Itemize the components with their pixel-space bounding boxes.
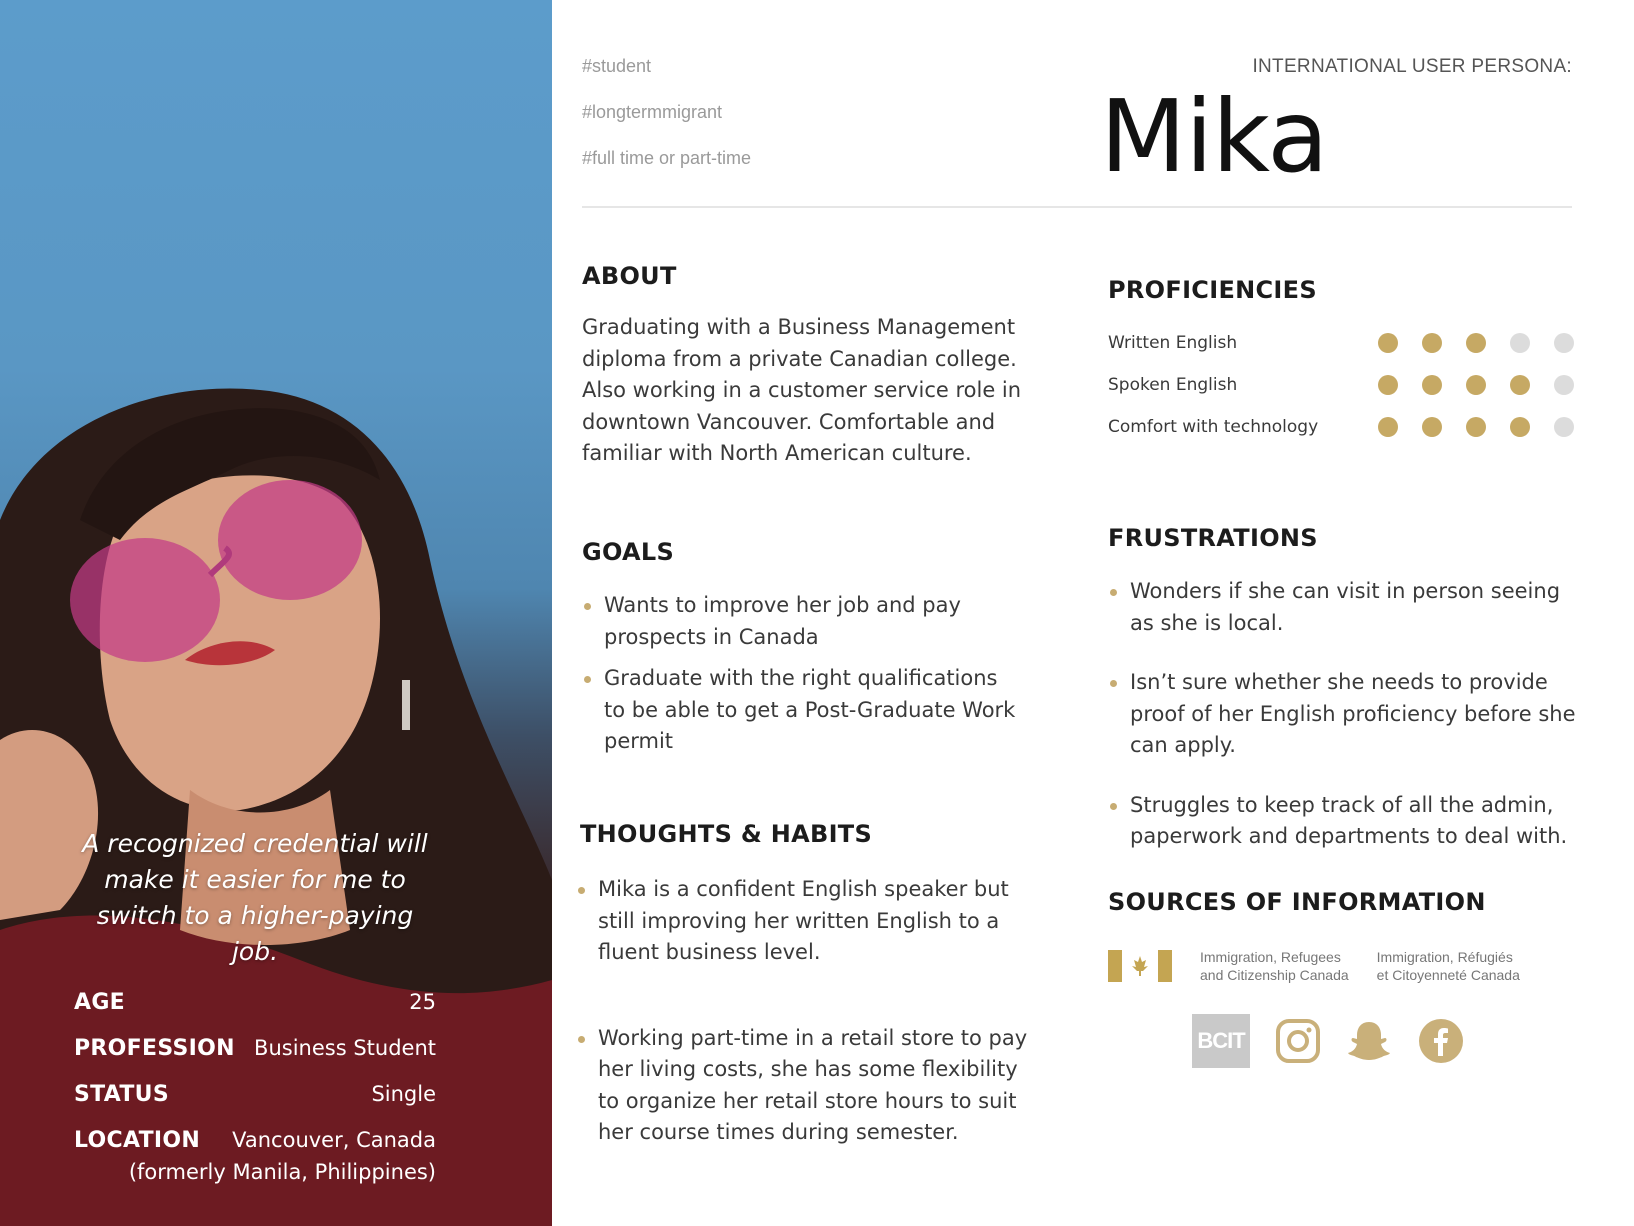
fact-age xyxy=(74,990,436,1036)
rating-dot-filled xyxy=(1466,417,1486,437)
rating-dot-filled xyxy=(1466,333,1486,353)
persona-quote: A recognized credential will make it easier for me to switch to a higher-paying job. xyxy=(82,829,428,966)
rating-dot-filled xyxy=(1378,417,1398,437)
about-text: Graduating with a Business Management diploma from a private Canadian college. Also working in a customer service role in downtown Vancouver. Comfortable and familiar with North American culture. xyxy=(582,315,1022,465)
age-label: AGE xyxy=(74,990,126,1015)
rating-dot-filled xyxy=(1422,375,1442,395)
gov-name-en: Immigration, Refugees and Citizenship Canada xyxy=(1200,949,1349,983)
thoughts-title: THOUGHTS & HABITS xyxy=(580,820,873,848)
location-label: LOCATION xyxy=(74,1128,201,1153)
thoughts-list xyxy=(576,874,1036,1149)
proficiencies-title: PROFICIENCIES xyxy=(1108,276,1317,304)
rating-dot-filled xyxy=(1378,333,1398,353)
proficiency-row xyxy=(1108,322,1574,364)
proficiency-label: Comfort with technology xyxy=(1108,417,1319,437)
sources-title: SOURCES OF INFORMATION xyxy=(1108,888,1486,916)
fact-status xyxy=(74,1082,436,1128)
fact-profession xyxy=(74,1036,436,1082)
frustrations-list xyxy=(1108,576,1578,853)
proficiency-label: Written English xyxy=(1108,333,1238,353)
persona-label: INTERNATIONAL USER PERSONA: xyxy=(1252,56,1572,77)
proficiencies-list xyxy=(1108,322,1574,448)
list-item: Wonders if she can visit in person seeing as she is local. xyxy=(1108,576,1578,639)
proficiency-row xyxy=(1108,364,1574,406)
location-value: Vancouver, Canada xyxy=(232,1128,436,1152)
persona-facts xyxy=(74,990,436,1184)
list-item: Working part-time in a retail store to pay her living costs, she has some flexibility to organize her retail store hours to suit her course times during semester. xyxy=(576,1023,1036,1149)
gov-name-fr: Immigration, Réfugiés et Citoyenneté Canada xyxy=(1376,949,1520,983)
list-item: Isn’t sure whether she needs to provide proof of her English proficiency before she can apply. xyxy=(1108,667,1578,762)
proficiency-rating xyxy=(1378,333,1574,353)
proficiency-rating xyxy=(1378,375,1574,395)
rating-dot-filled xyxy=(1378,375,1398,395)
government-of-canada-logo xyxy=(1108,948,1578,984)
maple-leaf-flag-icon xyxy=(1108,950,1172,982)
bcit-logo[interactable]: BCIT xyxy=(1192,1014,1250,1068)
sources-logos xyxy=(1108,948,1578,1068)
goals-list xyxy=(582,590,1022,758)
hashtags xyxy=(582,56,751,194)
location-sub: (formerly Manila, Philippines) xyxy=(128,1160,436,1184)
profession-value: Business Student xyxy=(254,1036,436,1060)
goals-title: GOALS xyxy=(582,538,675,566)
about-title: ABOUT xyxy=(582,262,677,290)
divider xyxy=(582,206,1572,208)
snapchat-icon[interactable] xyxy=(1346,1018,1392,1064)
rating-dot-filled xyxy=(1422,417,1442,437)
rating-dot-empty xyxy=(1554,375,1574,395)
list-item: Mika is a confident English speaker but still improving her written English to a fluent business level. xyxy=(576,874,1036,969)
proficiency-rating xyxy=(1378,417,1574,437)
status-label: STATUS xyxy=(74,1082,169,1107)
status-value: Single xyxy=(371,1082,436,1106)
facebook-icon[interactable] xyxy=(1418,1018,1464,1064)
rating-dot-empty xyxy=(1554,417,1574,437)
rating-dot-filled xyxy=(1466,375,1486,395)
persona-name: Mika xyxy=(1100,78,1328,195)
age-value: 25 xyxy=(409,990,436,1014)
proficiency-row xyxy=(1108,406,1574,448)
source-icons xyxy=(1192,1014,1578,1068)
hashtag: #full time or part-time xyxy=(582,148,752,168)
instagram-icon[interactable] xyxy=(1276,1019,1320,1063)
rating-dot-filled xyxy=(1510,375,1530,395)
rating-dot-empty xyxy=(1510,333,1530,353)
hashtag: #student xyxy=(582,56,652,76)
proficiency-label: Spoken English xyxy=(1108,375,1238,395)
hashtag: #longtermmigrant xyxy=(582,102,723,122)
rating-dot-filled xyxy=(1510,417,1530,437)
profession-label: PROFESSION xyxy=(74,1036,235,1061)
list-item: Struggles to keep track of all the admin, paperwork and departments to deal with. xyxy=(1108,790,1578,853)
rating-dot-filled xyxy=(1422,333,1442,353)
frustrations-title: FRUSTRATIONS xyxy=(1108,524,1318,552)
rating-dot-empty xyxy=(1554,333,1574,353)
list-item: Graduate with the right qualifications to be able to get a Post-Graduate Work permit xyxy=(582,663,1022,758)
list-item: Wants to improve her job and pay prospects in Canada xyxy=(582,590,1022,653)
persona-photo xyxy=(0,0,552,1226)
